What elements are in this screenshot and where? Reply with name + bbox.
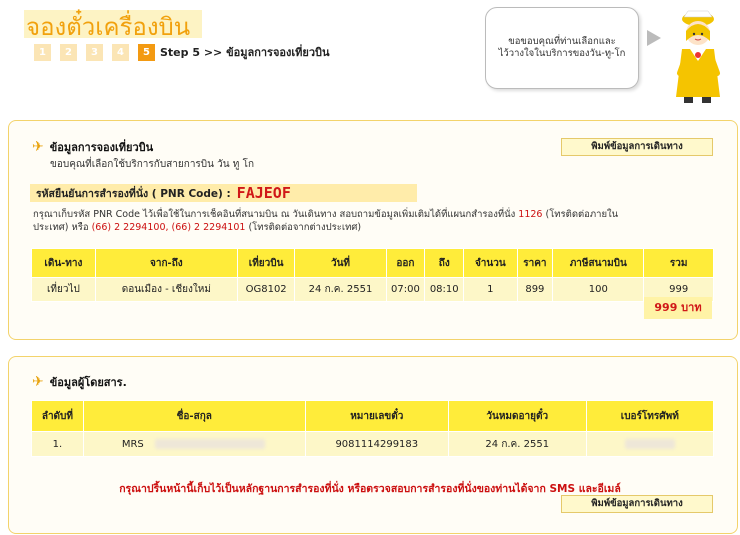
cell-qty: 1 <box>464 278 517 302</box>
bubble-tail <box>647 30 661 46</box>
col-phone: เบอร์โทรศัพท์ <box>586 401 713 432</box>
cell-airport-tax: 100 <box>553 278 644 302</box>
print-reminder: กรุณาปริ้นหน้านี้เก็บไว้เป็นหลักฐานการสำรองที่นั่ง หรือตรวจสอบการสำรองที่นั่งของท่านได้จาก SMS และอีเมล์ <box>119 483 621 495</box>
cell-total: 999 <box>644 278 714 302</box>
cell-date: 24 ก.ค. 2551 <box>295 278 386 302</box>
step-5-active: 5 <box>138 44 155 61</box>
page-title: จองตั๋วเครื่องบิน <box>26 13 191 41</box>
col-seq: ลำดับที่ <box>32 401 84 432</box>
note-phone-local: 1126 <box>518 209 543 220</box>
note-phone-intl: (66) 2 2294100, (66) 2 2294101 <box>91 222 246 233</box>
step-3[interactable]: 3 <box>86 44 103 61</box>
step-1[interactable]: 1 <box>34 44 51 61</box>
cell-name <box>83 432 305 457</box>
pnr-code: FAJEOF <box>236 184 291 202</box>
note-text-a: กรุณาเก็บรหัส PNR Code ไว้เพื่อใช้ในการเช็คอินที่สนามบิน ณ วันเดินทาง สอบถามข้อมูลเพิ่มเติมได้ที่แผนกสำรองที่นั่ง <box>33 209 519 220</box>
note-text-d: (โทรติดต่อจากต่างประเทศ) <box>245 222 362 233</box>
cell-expiry: 24 ก.ค. 2551 <box>448 432 586 457</box>
mascot-illustration <box>660 5 735 105</box>
col-expiry: วันหมดอายุตั๋ว <box>448 401 586 432</box>
table-row <box>32 432 714 457</box>
cell-ticket: 9081114299183 <box>305 432 448 457</box>
booking-heading-text: ข้อมูลการจองเที่ยวบิน <box>49 141 154 154</box>
col-route: จาก-ถึง <box>95 249 237 278</box>
col-depart: ออก <box>386 249 425 278</box>
print-itinerary-button-top[interactable]: พิมพ์ข้อมูลการเดินทาง <box>561 138 713 156</box>
flight-table <box>31 248 714 302</box>
cell-phone <box>586 432 713 457</box>
col-date: วันที่ <box>295 249 386 278</box>
cell-flight: OG8102 <box>237 278 295 302</box>
step-indicator <box>34 43 330 61</box>
passenger-table <box>31 400 714 457</box>
col-direction: เดิน-ทาง <box>32 249 96 278</box>
flight-table-header <box>32 249 714 278</box>
passenger-title: MRS <box>121 438 144 450</box>
col-price: ราคา <box>517 249 553 278</box>
bubble-line-2: ไว้วางใจในบริการของวัน-ทู-โก <box>498 48 626 59</box>
cell-arrive: 08:10 <box>425 278 464 302</box>
col-airport-tax: ภาษีสนามบิน <box>553 249 644 278</box>
plane-icon: ✈ <box>32 374 44 390</box>
col-arrive: ถึง <box>425 249 464 278</box>
note-text-c: ประเทศ) หรือ <box>33 222 92 233</box>
passenger-table-header <box>32 401 714 432</box>
table-row <box>32 278 714 302</box>
bubble-line-1: ขอขอบคุณที่ท่านเลือกและ <box>508 36 616 47</box>
redacted-phone <box>625 439 675 449</box>
speech-bubble <box>485 7 639 89</box>
col-ticket: หมายเลขตั๋ว <box>305 401 448 432</box>
cell-depart: 07:00 <box>386 278 425 302</box>
cell-direction: เที่ยวไป <box>32 278 96 302</box>
step-2[interactable]: 2 <box>60 44 77 61</box>
cell-route: ดอนเมือง - เชียงใหม่ <box>95 278 237 302</box>
cell-seq: 1. <box>32 432 84 457</box>
col-qty: จำนวน <box>464 249 517 278</box>
passenger-heading-text: ข้อมูลผู้โดยสาร. <box>49 376 127 389</box>
plane-icon: ✈ <box>32 139 44 155</box>
passenger-heading <box>32 373 127 391</box>
print-itinerary-button-bottom[interactable]: พิมพ์ข้อมูลการเดินทาง <box>561 495 713 513</box>
step-label: Step 5 >> ข้อมูลการจองเที่ยวบิน <box>160 46 330 59</box>
pnr-label: รหัสยืนยันการสำรองที่นั่ง ( PNR Code) : <box>36 187 231 200</box>
col-name: ชื่อ-สกุล <box>83 401 305 432</box>
cell-price: 899 <box>517 278 553 302</box>
pnr-box <box>30 184 417 202</box>
grand-total: 999 บาท <box>644 297 712 319</box>
booking-thanks: ขอบคุณที่เลือกใช้บริการกับสายการบิน วัน ทู โก <box>50 159 254 170</box>
pnr-note <box>33 208 713 234</box>
booking-heading <box>32 138 153 156</box>
redacted-name <box>155 439 265 449</box>
col-flight: เที่ยวบิน <box>237 249 295 278</box>
col-total: รวม <box>644 249 714 278</box>
step-4[interactable]: 4 <box>112 44 129 61</box>
note-text-b: (โทรติดต่อภายใน <box>542 209 619 220</box>
